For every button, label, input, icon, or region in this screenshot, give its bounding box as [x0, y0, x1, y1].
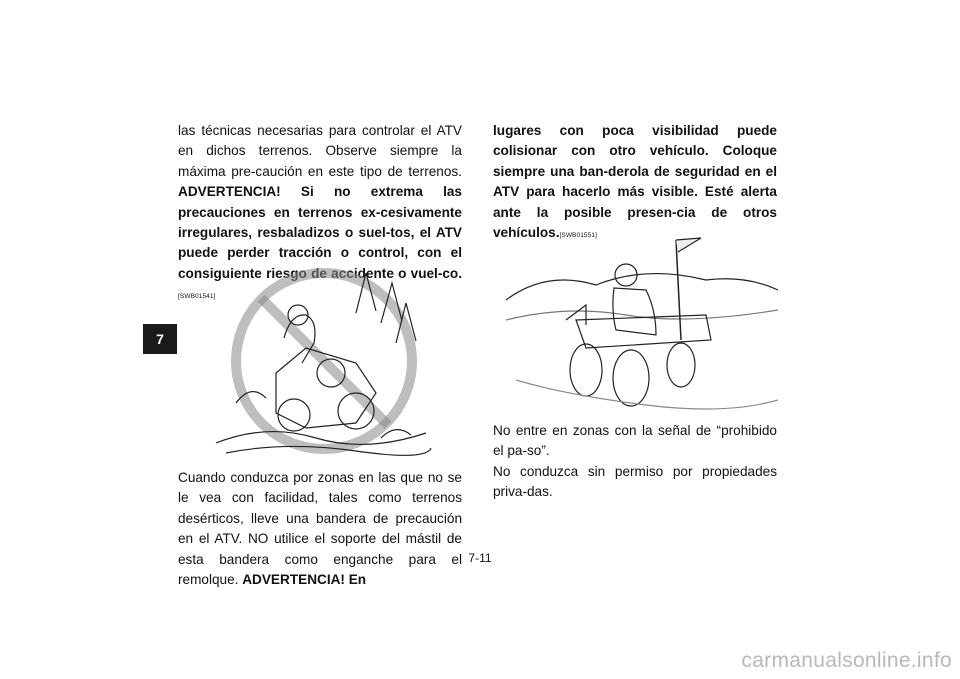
right-column-text-2 — [493, 421, 777, 503]
text-normal: las técnicas necesarias para controlar el ATV en dichos terrenos. Observe siempre la máxima pre-caución en este tipo de terrenos. — [178, 123, 462, 179]
text-normal-2: Cuando conduzca por zonas en las que no se le vea con facilidad, tales como terrenos desérticos, lleve una bandera de precaución en el ATV. NO utilice el soporte del mástil de esta bandera como enganche para el remolque. — [178, 470, 462, 588]
figure-atv-prohibited — [206, 253, 436, 463]
paragraph-flag — [178, 468, 462, 590]
warning-code-2: [SWB01551] — [559, 232, 597, 240]
warning-code: [SWB01541] — [178, 293, 216, 301]
footer-watermark: carmanualsonline.info — [741, 649, 952, 672]
warning-text-3: lugares con poca visibilidad puede colisionar con otro vehículo. Coloque siempre una ban-derola de seguridad en el ATV para hacerlo más visible. Esté alerta ante la posible presen-cia de otros vehículos. — [493, 123, 777, 241]
paragraph-visibility — [493, 121, 777, 246]
left-column-text-2 — [178, 468, 462, 590]
figure-atv-flag — [506, 230, 778, 415]
paragraph-no-private: No conduzca sin permiso por propiedades priva-das. — [493, 463, 777, 500]
warning-text-2: ADVERTENCIA! En — [242, 572, 367, 588]
warning-text: ADVERTENCIA! Si no extrema las precauciones en terrenos ex-cesivamente irregulares, resbaladizos o suel-tos, el ATV puede perder tracción o control, con el consiguiente riesgo de accidente o vuel-co. — [178, 184, 462, 281]
paragraph-no-entry: No entre en zonas con la señal de “prohibido el pa-so”. — [493, 423, 777, 459]
chapter-tab — [143, 324, 177, 354]
page-number: 7-11 — [468, 551, 492, 565]
chapter-number: 7 — [156, 331, 164, 347]
right-column-text — [493, 121, 777, 246]
